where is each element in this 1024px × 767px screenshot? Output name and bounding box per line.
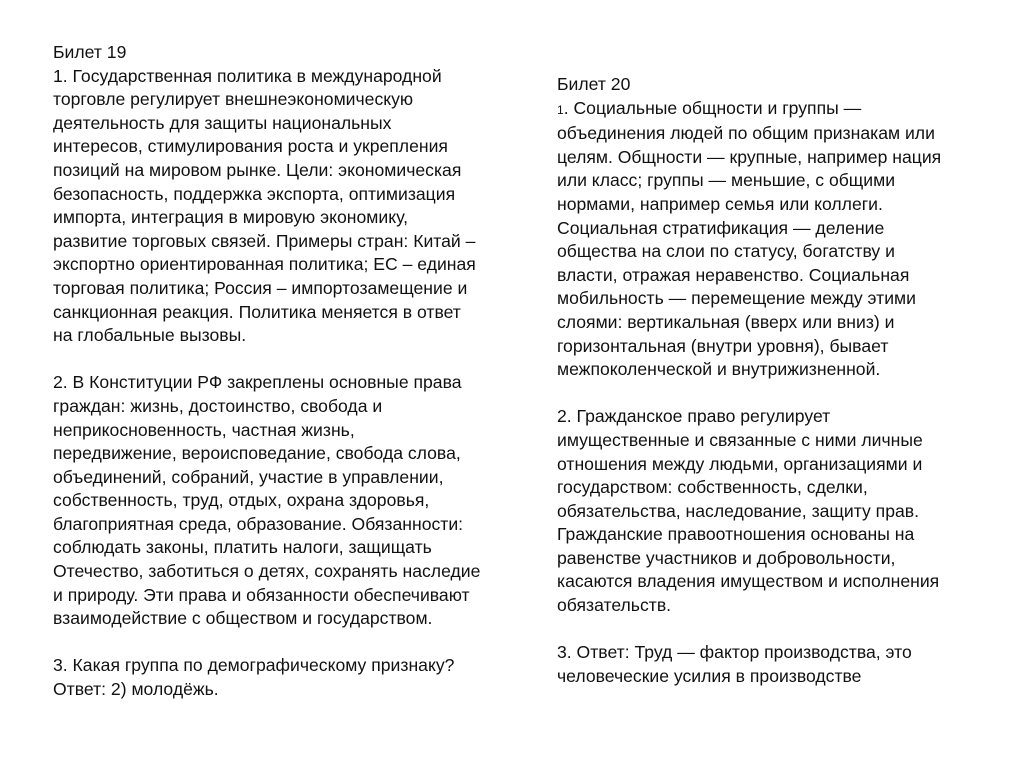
text-line: обязательства, наследование, защиту прав. <box>557 500 920 521</box>
ticket-20-question-1 <box>557 97 987 382</box>
text-line: импорта, интеграция в мировую экономику, <box>53 207 409 228</box>
text-line: межпоколенческой и внутрижизненной. <box>557 359 881 380</box>
text-line: неприкосновенность, частная жизнь, <box>53 419 355 440</box>
ticket-19-question-2 <box>53 371 523 631</box>
paragraph-gap <box>53 631 523 655</box>
text-line: объединения людей по общим признакам или <box>557 123 935 144</box>
text-line: санкционная реакция. Политика меняется в ответ <box>53 301 461 322</box>
text-line: позиций на мировом рынке. Цели: экономическая <box>53 159 462 180</box>
text-line: передвижение, вероисповедание, свобода слова, <box>53 443 461 464</box>
ticket-19 <box>53 41 523 702</box>
ticket-20 <box>557 73 987 688</box>
text-line: 1. Государственная политика в международной <box>53 65 442 86</box>
text-line: 2. Гражданское право регулирует <box>557 406 831 427</box>
text-line: обязательств. <box>557 595 672 616</box>
text-line: Отечество, заботиться о детях, сохранять наследие <box>53 561 481 582</box>
text-line: экспортно ориентированная политика; ЕС – единая <box>53 254 476 275</box>
text-line: интересов, стимулирования роста и укрепления <box>53 136 448 157</box>
text-line: касаются владения имуществом и исполнения <box>557 571 940 592</box>
text-line: отношения между людьми, организациями и <box>557 453 923 474</box>
question-number: 1 <box>557 102 564 117</box>
text-line: и природу. Эти права и обязанности обеспечивают <box>53 584 470 605</box>
ticket-19-title: Билет 19 <box>53 42 127 62</box>
text-line: Ответ: 2) молодёжь. <box>53 679 219 700</box>
text-line: на глобальные вызовы. <box>53 325 247 346</box>
text-line: благоприятная среда, образование. Обязанности: <box>53 513 464 534</box>
text-line: слоями: вертикальная (вверх или вниз) и <box>557 311 895 332</box>
text-line: государством: собственность, сделки, <box>557 477 868 498</box>
ticket-20-question-2 <box>557 405 987 617</box>
text-line: 3. Ответ: Труд — фактор производства, это <box>557 642 912 663</box>
text-line: Социальная стратификация — деление <box>557 217 885 238</box>
ticket-19-question-3 <box>53 654 523 701</box>
text-line: человеческие усилия в производстве <box>557 665 862 686</box>
text-line: соблюдать законы, платить налоги, защищать <box>53 537 432 558</box>
text-line: власти, отражая неравенство. Социальная <box>557 264 910 285</box>
text-line: торговая политика; Россия – импортозамещение и <box>53 277 468 298</box>
text-line: объединений, собраний, участие в управлении, <box>53 466 444 487</box>
text-line: мобильность — перемещение между этими <box>557 288 916 309</box>
ticket-20-title: Билет 20 <box>557 74 631 94</box>
text-fragment: . Социальные общности и группы — <box>563 97 862 118</box>
text-line: граждан: жизнь, достоинство, свобода и <box>53 395 383 416</box>
text-line: собственность, труд, отдых, охрана здоровья, <box>53 490 430 511</box>
text-line: 2. В Конституции РФ закреплены основные права <box>53 372 462 393</box>
paragraph-gap <box>53 348 523 372</box>
text-line: взаимодействие с обществом и государством. <box>53 608 433 629</box>
text-line: горизонтальная (внутри уровня), бывает <box>557 335 889 356</box>
text-line: развитие торговых связей. Примеры стран: Китай – <box>53 230 476 251</box>
text-line: общества на слои по статусу, богатству и <box>557 241 895 262</box>
paragraph-gap <box>557 382 987 406</box>
text-line: торговле регулирует внешнеэкономическую <box>53 89 414 110</box>
text-line: деятельность для защиты национальных <box>53 112 392 133</box>
ticket-19-question-1 <box>53 65 523 348</box>
text-line: безопасность, поддержка экспорта, оптимизация <box>53 183 456 204</box>
text-line: равенстве участников и добровольности, <box>557 547 896 568</box>
text-line: целям. Общности — крупные, например нация <box>557 146 942 167</box>
text-line: Гражданские правоотношения основаны на <box>557 524 915 545</box>
ticket-20-question-3 <box>557 641 987 688</box>
text-line: нормами, например семья или коллеги. <box>557 193 883 214</box>
text-line: или класс; группы — меньшие, с общими <box>557 170 896 191</box>
text-line: 3. Какая группа по демографическому признаку? <box>53 655 455 676</box>
paragraph-gap <box>557 618 987 642</box>
text-line: имущественные и связанные с ними личные <box>557 429 923 450</box>
text-line <box>557 97 987 123</box>
